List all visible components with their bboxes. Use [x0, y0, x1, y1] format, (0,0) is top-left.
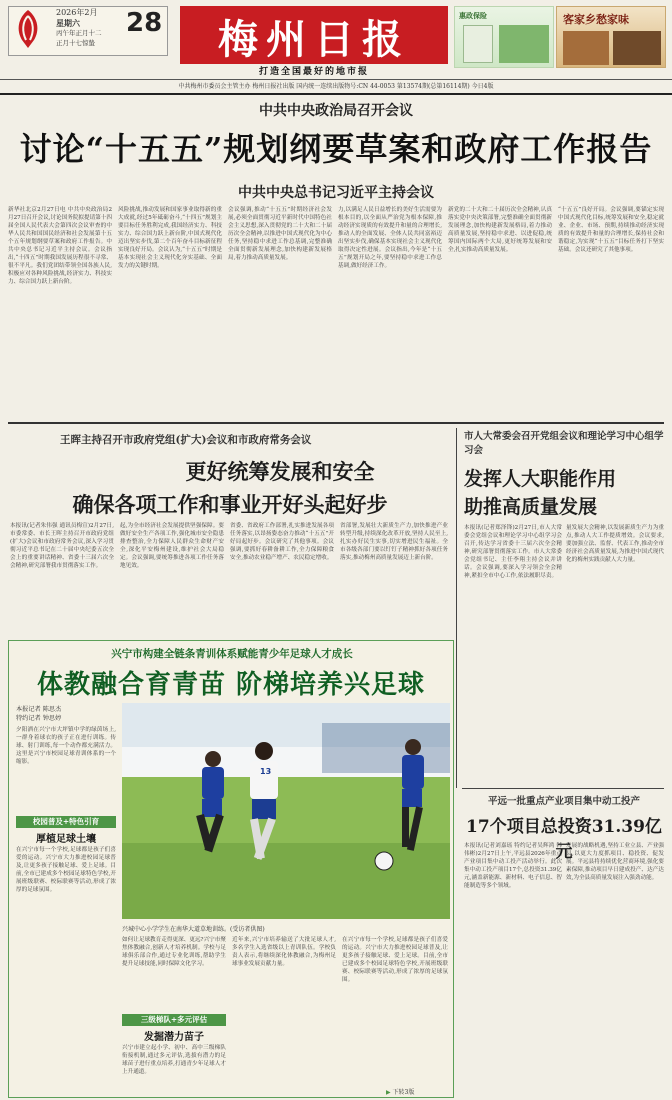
continued-note[interactable]	[386, 1087, 414, 1096]
section-2-label: 三级梯队+多元评估	[122, 1014, 226, 1026]
day-number: 28	[126, 8, 163, 38]
section-2-title: 发掘潜力苗子	[144, 1032, 204, 1043]
npc-kicker: 市人大常委会召开党组会议和理论学习中心组学习会	[464, 431, 664, 456]
section-1-text: 在兴宁市每一个学校,足球都是孩子们喜爱的运动。兴宁市大力推进校园足球普及,让更多孩子接触足球、爱上足球。目前,全市已建成多个校园足球特色学校,开展班级联赛、校际联赛等活动,形成了浓厚的足球氛围。	[16, 847, 116, 893]
npc-headline[interactable]	[464, 465, 664, 521]
gov-column-3: 省委、省政府工作部署,扎实推进发展各项任务落实,以昂扬姿态奋力推动“十五五”开好局起好步。会议研究了其他事项。会议强调,要抓好春耕备耕工作,全力保障粮食安全,推动农业稳产增产、农民稳定增收。	[230, 523, 334, 561]
date-line: 2026年2月	[56, 8, 98, 17]
section-divider	[8, 422, 664, 424]
ad-right-title: 客家乡愁家味	[563, 13, 629, 26]
ad-landscape-icon	[499, 25, 549, 63]
lead-subhead: 中共中央总书记习近平主持会议	[238, 185, 434, 201]
newspaper-emblem-icon	[6, 6, 50, 52]
projects-kicker: 平远一批重点产业项目集中动工投产	[487, 796, 640, 807]
sport-lead: 夕阳洒在兴宁市大坪镇中学的绿茵场上,一群身着球衣的孩子正在进行训练。传球、射门训练,每一个动作都充满活力。这里是兴宁市校园足球青训体系的一个缩影。	[16, 727, 116, 765]
gov-headline-line-2[interactable]: 确保各项工作和事业开好头起好步	[72, 492, 388, 517]
lead-column-4: 力,以满足人民日益增长的美好生活需要为根本目的,以全面从严治党为根本保障,推动经济实现质的有效提升和量的合理增长,推动人的全面发展、全体人民共同富裕迈出坚实步伐,确保基本实现社会主义现代化取得决定性进展。会议指出,今年是“十五五”规划开局之年,要坚持稳中求进工作总基调,做好经济工作。	[338, 207, 442, 269]
ad-food-icon	[563, 31, 609, 65]
masthead-slogan: 打造全国最好的地市报	[258, 67, 369, 77]
sport-kicker: 兴宁市构建全链条青训体系赋能青少年足球人才成长	[111, 648, 353, 660]
gov-kicker: 王晖主持召开市政府党组(扩大)会议和市政府常务会议	[60, 434, 312, 446]
section-2-text: 兴宁市建立起小学、初中、高中三级梯队衔接机制,通过多元评估,选拔有潜力的足球苗子进行重点培养,打通青少年足球人才上升通道。	[122, 1045, 226, 1075]
byline-2: 特约记者 钟思婷	[16, 715, 62, 722]
lead-kicker: 中共中央政治局召开会议	[259, 103, 413, 119]
weekday: 星期六	[56, 18, 80, 28]
gov-headline-line-1[interactable]: 更好统筹发展和安全	[185, 459, 375, 484]
projects-divider	[462, 788, 664, 789]
npc-headline-line-1: 发挥人大职能作用	[464, 468, 617, 490]
projects-column-2: 发展的战略机遇,坚持工业立县、产业强县,以更大力度抓项目、稳投资、促发展。平远县将持续优化营商环境,强化要素保障,推动项目早日建成投产、达产达效,为全县高质量发展注入强劲动能。	[566, 843, 664, 881]
lead-column-5: 新党的二十大和二十届历次全会精神,认真落实党中央决策部署,完整准确全面贯彻新发展理念,加快构建新发展格局,着力推动高质量发展,坚持稳中求进、以进促稳,统筹国内国际两个大局,更好统筹发展和安全,扎实推动高质量发展。	[448, 207, 552, 253]
lead-column-3: 会议强调,推动“十五五”时期经济社会发展,必须全面贯彻习近平新时代中国特色社会主义思想,深入贯彻党的二十大和二十届历次全会精神,以推进中国式现代化为中心任务,坚持稳中求进工作总基调,完整准确全面贯彻新发展理念,加快构建新发展格局,着力推动高质量发展。	[228, 207, 332, 261]
sport-byline	[16, 705, 116, 723]
npc-column-2: 量发展大会精神,以发展新质生产力为重点,推动人大工作提质增效。会议要求,要加强立法、监督、代表工作,推动全市经济社会高质量发展,为推进中国式现代化的梅州实践贡献人大力量。	[566, 525, 664, 563]
ad-left[interactable]	[454, 6, 554, 68]
lunar-line-1: 丙午年正月十二	[56, 29, 102, 37]
ad-product-icon	[463, 25, 493, 63]
lead-column-2: 风险挑战,推动发展和国家事业取得新的重大成就,经过5年砥砺奋斗,“十四五”规划主要目标任务胜利完成,我国经济实力、科技实力、综合国力跃上新台阶,中国式现代化迈出坚实步伐,第二个百年奋斗目标新征程实现良好开局。会议认为,“十五五”时期是基本实现社会主义现代化夯实基础、全面发力的关键时期。	[118, 207, 222, 269]
sport-column-d: 在兴宁市每一个学校,足球都是孩子们喜爱的运动。兴宁市大力推进校园足球普及,让更多孩子接触足球、爱上足球。目前,全市已建成多个校园足球特色学校,开展班级联赛、校际联赛等活动,形成了浓厚的足球氛围。	[342, 937, 448, 983]
jersey-number: 13	[260, 767, 272, 776]
npc-headline-line-2: 助推高质量发展	[464, 496, 598, 518]
lead-column-6: “十五五”良好开局。会议强调,要锚定实现中国式现代化目标,统筹发展和安全,稳定就业、企业、市场、预期,持续推动经济实现质的有效提升和量的合理增长,保持社会和谐稳定,为实现“十五五”目标任务打下坚实基础。会议还研究了其他事项。	[558, 207, 664, 253]
section-1-label: 校园普及+特色引育	[16, 816, 116, 828]
sport-column-c: 近年来,兴宁市培养输送了大批足球人才,多名学生入选省级以上青训队伍。学校负责人表示,将继续深化体教融合,为梅州足球事业发展贡献力量。	[232, 937, 336, 967]
publication-info-bar: 中共梅州市委员会主管主办 梅州日报社出版 国内统一连续出版物号:CN 44-0053 第13574期(总第16114期) 今日4版	[0, 79, 672, 95]
continued-label: 下转3版	[392, 1089, 415, 1096]
projects-column-1: 本报讯(记者刘嘉瑶 特约记者吴辉鸿 韩伟彬)2月27日上午,平远县2026年重点产业项目集中动工投产活动举行。此次集中动工投产项目17个,总投资31.39亿元,涵盖新能源、新材料、电子信息、智能制造等多个领域。	[464, 843, 562, 889]
newspaper-name: 梅州日报	[218, 16, 410, 63]
sport-column-b: 如何让足球教育走得更深、更远?兴宁市聚焦体教融合,创新人才培养机制。学校与足球俱乐部合作,通过专业化训练,帮助学生提升足球技能,同时保障文化学习。	[122, 937, 226, 967]
ad-people-icon	[613, 31, 661, 65]
byline-1: 本报记者 陈思杰	[16, 706, 62, 713]
sport-headline[interactable]: 体教融合育青苗 阶梯培养兴足球	[36, 670, 426, 700]
projects-headline[interactable]: 17个项目总投资31.39亿元	[466, 817, 662, 862]
lunar-line-2: 正月十七惊蛰	[56, 39, 95, 47]
football-photo[interactable]	[122, 703, 450, 919]
masthead-banner	[180, 6, 448, 64]
column-divider	[456, 428, 457, 788]
photo-caption: 兴城中心小学学生在南华大道草地训练。(受访者供图)	[122, 926, 265, 933]
arrow-right-icon: ▶	[386, 1089, 391, 1096]
masthead-date	[56, 8, 102, 48]
gov-column-1: 本报讯(记者朱伟强 通讯员梅宣)2月27日,市委常委、市长王晖主持召开市政府党组(扩大)会议和市政府常务会议,深入学习贯彻习近平总书记在二十届中央纪委五次全会上的重要讲话精神、省委十三届六次全会精神,研究部署我市贯彻落实工作。	[10, 523, 114, 569]
gov-column-2: 起,为全市经济社会发展提供坚强保障。要做好安全生产各项工作,强化城市安全隐患排查整治,全力保障人民群众生命财产安全,深化平安梅州建设,维护社会大局稳定。会议强调,要统筹推进各项工作任务落地见效。	[120, 523, 224, 569]
lead-headline[interactable]: 讨论“十五五”规划纲要草案和政府工作报告	[19, 130, 653, 168]
gov-column-4: 省部署,发展壮大新质生产力,加快推进产业转型升级,持续深化改革开放,坚持人民至上,扎实办好民生实事,切实增进民生福祉。全市各级各部门要以钉钉子精神抓好各项任务落实,推动梅州高质量发展迈上新台阶。	[340, 523, 448, 561]
ad-left-label: 惠政保险	[459, 11, 487, 20]
ad-right[interactable]	[556, 6, 666, 68]
npc-column-1: 本报讯(记者郑泽锋)2月27日,市人大常委会党组会议和理论学习中心组学习会召开,传达学习省委十三届六次全会精神,研究部署贯彻落实工作。市人大常委会党组书记、主任李翔主持会议并讲话。会议强调,要深入学习领会全会精神,紧扣全市中心工作,依法履职尽责。	[464, 525, 562, 579]
lead-column-1: 新华社北京2月27日电 中共中央政治局2月27日召开会议,讨论国务院拟提请第十四届全国人民代表大会第四次会议审查的中华人民共和国国民经济和社会发展第十五个五年规划纲要草案和政府工作报告。中共中央总书记习近平主持会议。会议指出,“十四五”时期我国发展历程很不寻常、很不平凡。我们党团结带领全国各族人民,积极应对各种风险挑战,经济实力、科技实力、综合国力跃上新台阶。	[8, 207, 112, 285]
section-1-title: 厚植足球土壤	[36, 834, 96, 845]
